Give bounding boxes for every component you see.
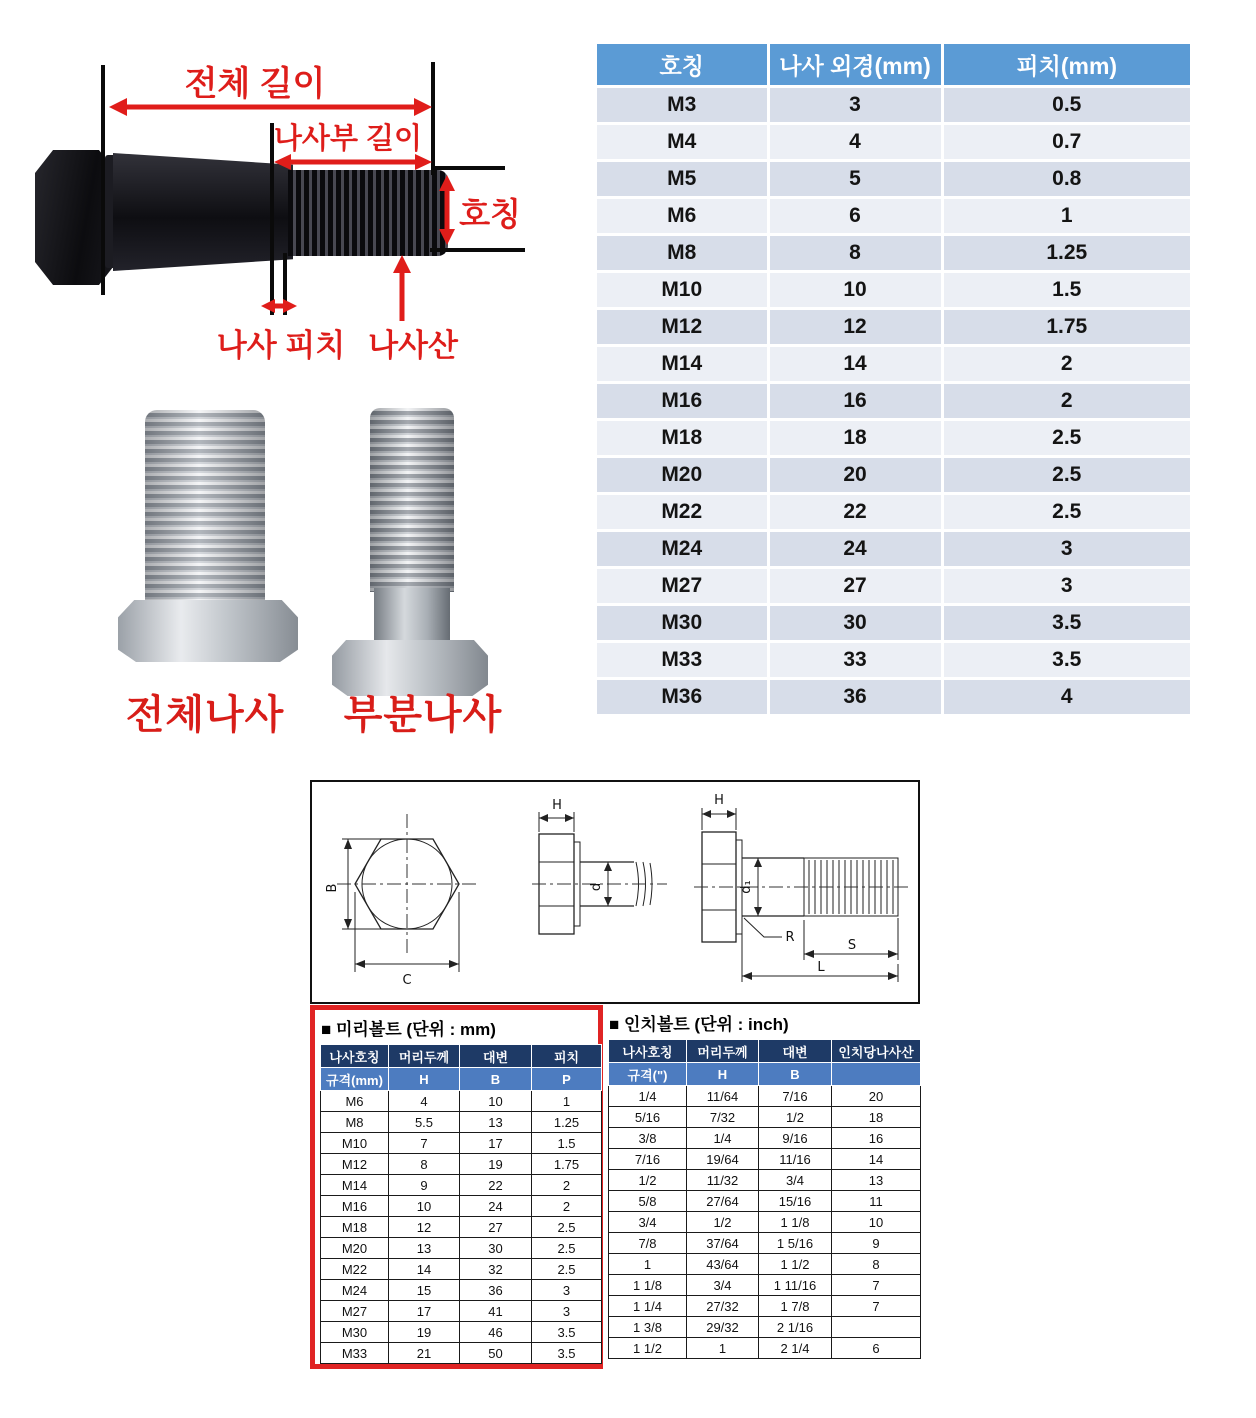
table-cell: 2.5 [942, 494, 1190, 531]
table-cell: 20 [832, 1086, 921, 1107]
table-row [321, 1322, 602, 1343]
dim-c: C [402, 973, 412, 988]
table-cell: 0.8 [942, 161, 1190, 198]
table-cell: 5.5 [389, 1112, 460, 1133]
dim-l: L [817, 960, 825, 975]
table-cell: 10 [389, 1196, 460, 1217]
col-pitch: 피치(mm) [942, 44, 1190, 87]
table-cell: 1.25 [942, 235, 1190, 272]
table-cell: 37/64 [687, 1233, 759, 1254]
table-cell: 36 [768, 679, 942, 716]
table-cell: 8 [832, 1254, 921, 1275]
table-row [597, 605, 1190, 642]
table-cell: 5 [768, 161, 942, 198]
table-cell: 10 [768, 272, 942, 309]
table-cell: 12 [768, 309, 942, 346]
table-cell: 18 [832, 1107, 921, 1128]
table-row [597, 309, 1190, 346]
table-cell: 30 [768, 605, 942, 642]
partial-thread-label: 부분나사 [343, 693, 503, 737]
table-cell: 43/64 [687, 1254, 759, 1275]
table-cell: M14 [597, 346, 768, 383]
inch-bolt-table [608, 1039, 921, 1359]
table-cell: 3 [768, 87, 942, 124]
table-cell: 3/4 [759, 1170, 832, 1191]
table-cell: 50 [460, 1343, 532, 1364]
table-row [597, 235, 1190, 272]
table-row [609, 1086, 921, 1107]
table-row [597, 161, 1190, 198]
table-cell: 8 [389, 1154, 460, 1175]
hex-bolt-drawing [312, 782, 918, 1002]
table-cell: 1 [532, 1091, 602, 1112]
table-cell: 4 [389, 1091, 460, 1112]
thread-length-label: 나사부 길이 [273, 123, 423, 155]
table-cell: M6 [321, 1091, 389, 1112]
table-row [321, 1196, 602, 1217]
table-cell: M20 [321, 1238, 389, 1259]
table-cell: 17 [389, 1301, 460, 1322]
col-thread-designation: 나사호칭 [609, 1040, 687, 1063]
table-cell: M6 [597, 198, 768, 235]
table-cell: 1 7/8 [759, 1296, 832, 1317]
table-cell: 7 [832, 1296, 921, 1317]
table-row [609, 1128, 921, 1149]
table-cell: 1/2 [609, 1170, 687, 1191]
dim-h2: H [714, 793, 724, 808]
table-row [321, 1154, 602, 1175]
col-size-mm: 규격(mm) [321, 1068, 389, 1091]
table-cell: M10 [597, 272, 768, 309]
table-cell: 8 [768, 235, 942, 272]
metric-spec-table [597, 44, 1190, 717]
table-cell: M18 [597, 420, 768, 457]
col-head-thickness: 머리두께 [389, 1045, 460, 1068]
table-row [321, 1238, 602, 1259]
table-cell: M30 [597, 605, 768, 642]
col-designation: 호칭 [597, 44, 768, 87]
table-row [597, 642, 1190, 679]
table-cell: 7/8 [609, 1233, 687, 1254]
table-cell: M27 [597, 568, 768, 605]
table-cell: M24 [321, 1280, 389, 1301]
table-row [321, 1217, 602, 1238]
table-cell: 24 [460, 1196, 532, 1217]
table-cell: 9 [832, 1233, 921, 1254]
table-cell: 1 [609, 1254, 687, 1275]
table-cell: 1.25 [532, 1112, 602, 1133]
table-cell: 7 [832, 1275, 921, 1296]
table-cell: 36 [460, 1280, 532, 1301]
table-cell: 0.5 [942, 87, 1190, 124]
full-thread-label: 전체나사 [125, 693, 285, 737]
table-row [609, 1191, 921, 1212]
table-cell: 3.5 [532, 1322, 602, 1343]
table-cell: 10 [832, 1212, 921, 1233]
table-row [597, 87, 1190, 124]
table-cell: 9 [389, 1175, 460, 1196]
table-cell: 41 [460, 1301, 532, 1322]
col-across-flats: 대변 [460, 1045, 532, 1068]
col-h: H [687, 1063, 759, 1086]
pitch-label: 나사 피치 [216, 328, 346, 363]
table-cell: 22 [460, 1175, 532, 1196]
dim-s: S [847, 938, 857, 953]
table-cell: M24 [597, 531, 768, 568]
table-cell: 2 1/16 [759, 1317, 832, 1338]
table-cell: 5/8 [609, 1191, 687, 1212]
table-cell: 3 [532, 1280, 602, 1301]
hex-bolt-drawing-box [310, 780, 920, 1004]
table-cell: 5/16 [609, 1107, 687, 1128]
bolt-dimension-diagram [25, 38, 565, 373]
inch-bolt-panel [608, 1008, 922, 1359]
dimension-annotations [25, 38, 565, 373]
dim-d: d [589, 882, 604, 892]
table-cell: M16 [597, 383, 768, 420]
table-cell: 11/32 [687, 1170, 759, 1191]
table-cell: 21 [389, 1343, 460, 1364]
table-cell: 13 [389, 1238, 460, 1259]
table-cell: 3 [942, 568, 1190, 605]
table-cell: 20 [768, 457, 942, 494]
table-row [609, 1275, 921, 1296]
table-cell: 2 [942, 346, 1190, 383]
table-cell: M3 [597, 87, 768, 124]
table-cell: 10 [460, 1091, 532, 1112]
table-cell: 2 [532, 1175, 602, 1196]
table-cell: 1 1/2 [759, 1254, 832, 1275]
table-cell: M16 [321, 1196, 389, 1217]
table-cell: 1.5 [532, 1133, 602, 1154]
table-cell: M12 [597, 309, 768, 346]
table-cell: 3.5 [532, 1343, 602, 1364]
table-cell: 11/64 [687, 1086, 759, 1107]
table-row [609, 1170, 921, 1191]
metric-bolt-panel [310, 1005, 603, 1369]
full-vs-partial-thread-photos [60, 388, 530, 738]
table-cell: 14 [832, 1149, 921, 1170]
table-row [321, 1259, 602, 1280]
table-row [321, 1175, 602, 1196]
table-row [609, 1317, 921, 1338]
table-cell: M5 [597, 161, 768, 198]
table-cell: 19/64 [687, 1149, 759, 1170]
table-cell: 30 [460, 1238, 532, 1259]
table-row [597, 531, 1190, 568]
spec-header-row [597, 44, 1190, 87]
table-cell: 1 [687, 1338, 759, 1359]
full-thread-bolt-head [118, 600, 298, 662]
col-b: B [460, 1068, 532, 1091]
table-cell: 2.5 [532, 1238, 602, 1259]
table-row [597, 494, 1190, 531]
inch-bolt-title: ■ 인치볼트 (단위 : inch) [609, 1015, 789, 1034]
nominal-label: 호칭 [459, 196, 521, 232]
table-cell: M30 [321, 1322, 389, 1343]
table-cell: 1 1/8 [609, 1275, 687, 1296]
metric-header-row1 [321, 1045, 602, 1068]
table-cell: 1.5 [942, 272, 1190, 309]
table-cell: 3/4 [687, 1275, 759, 1296]
table-cell: 12 [389, 1217, 460, 1238]
table-cell: M22 [597, 494, 768, 531]
table-row [609, 1254, 921, 1275]
table-cell: 13 [460, 1112, 532, 1133]
table-cell: M20 [597, 457, 768, 494]
dim-d1: d₁ [739, 880, 754, 894]
table-cell: 27 [768, 568, 942, 605]
table-row [597, 198, 1190, 235]
table-cell: 27/32 [687, 1296, 759, 1317]
table-cell: M27 [321, 1301, 389, 1322]
table-cell: 24 [768, 531, 942, 568]
col-pitch: 피치 [532, 1045, 602, 1068]
table-cell: 1.75 [942, 309, 1190, 346]
table-cell: 27/64 [687, 1191, 759, 1212]
table-cell: 19 [389, 1322, 460, 1343]
table-cell: 33 [768, 642, 942, 679]
table-cell: 1/2 [759, 1107, 832, 1128]
table-row [609, 1107, 921, 1128]
table-cell: 1 1/2 [609, 1338, 687, 1359]
table-row [609, 1149, 921, 1170]
table-row [321, 1280, 602, 1301]
table-cell: 14 [768, 346, 942, 383]
table-cell: 1/4 [609, 1086, 687, 1107]
table-cell: 3/8 [609, 1128, 687, 1149]
table-cell: 19 [460, 1154, 532, 1175]
table-cell: 15/16 [759, 1191, 832, 1212]
table-cell: 11/16 [759, 1149, 832, 1170]
col-p: P [532, 1068, 602, 1091]
table-cell: 11 [832, 1191, 921, 1212]
table-cell: M36 [597, 679, 768, 716]
table-row [597, 272, 1190, 309]
table-cell: 3/4 [609, 1212, 687, 1233]
table-cell: M12 [321, 1154, 389, 1175]
col-outer-diameter: 나사 외경(mm) [768, 44, 942, 87]
col-across-flats: 대변 [759, 1040, 832, 1063]
metric-bolt-table [320, 1044, 602, 1364]
dim-r: R [785, 930, 795, 945]
table-cell: 2 [532, 1196, 602, 1217]
partial-thread-bolt-shank [374, 588, 450, 644]
col-size-inch: 규격(") [609, 1063, 687, 1086]
table-row [597, 383, 1190, 420]
table-cell: 16 [832, 1128, 921, 1149]
table-cell: 2 1/4 [759, 1338, 832, 1359]
table-cell: 7 [389, 1133, 460, 1154]
table-cell: 1 1/4 [609, 1296, 687, 1317]
crest-label: 나사산 [368, 328, 458, 363]
table-cell: 0.7 [942, 124, 1190, 161]
table-cell: 13 [832, 1170, 921, 1191]
table-cell: M33 [597, 642, 768, 679]
table-cell: 3 [942, 531, 1190, 568]
table-row [597, 568, 1190, 605]
table-cell: 4 [768, 124, 942, 161]
table-cell: 6 [768, 198, 942, 235]
table-cell: M8 [321, 1112, 389, 1133]
table-cell: 2.5 [942, 420, 1190, 457]
table-cell: 2 [942, 383, 1190, 420]
table-cell: M22 [321, 1259, 389, 1280]
table-row [321, 1343, 602, 1364]
table-cell: 1 [942, 198, 1190, 235]
inch-header-row2 [609, 1063, 921, 1086]
table-cell: M14 [321, 1175, 389, 1196]
metric-header-row2 [321, 1068, 602, 1091]
table-cell: 29/32 [687, 1317, 759, 1338]
table-cell: 1/4 [687, 1128, 759, 1149]
table-cell: 46 [460, 1322, 532, 1343]
table-cell: 3.5 [942, 642, 1190, 679]
table-row [597, 679, 1190, 716]
table-cell: 27 [460, 1217, 532, 1238]
col-head-thickness: 머리두께 [687, 1040, 759, 1063]
table-row [609, 1212, 921, 1233]
table-cell: 15 [389, 1280, 460, 1301]
table-cell: M8 [597, 235, 768, 272]
table-cell: 1 3/8 [609, 1317, 687, 1338]
table-row [321, 1133, 602, 1154]
full-thread-bolt-photo [145, 410, 265, 606]
table-row [597, 457, 1190, 494]
table-row [321, 1112, 602, 1133]
table-cell: 4 [942, 679, 1190, 716]
table-cell: 32 [460, 1259, 532, 1280]
table-row [597, 124, 1190, 161]
total-length-label: 전체 길이 [184, 65, 326, 103]
table-cell [832, 1317, 921, 1338]
table-cell: 7/32 [687, 1107, 759, 1128]
table-row [597, 420, 1190, 457]
table-cell: 16 [768, 383, 942, 420]
table-row [597, 346, 1190, 383]
table-cell: 3.5 [942, 605, 1190, 642]
col-b: B [759, 1063, 832, 1086]
table-cell: M33 [321, 1343, 389, 1364]
table-cell: 2.5 [532, 1217, 602, 1238]
table-row [321, 1301, 602, 1322]
table-row [609, 1296, 921, 1317]
table-cell: 14 [389, 1259, 460, 1280]
table-cell: 1 11/16 [759, 1275, 832, 1296]
inch-header-row1 [609, 1040, 921, 1063]
table-cell: M4 [597, 124, 768, 161]
table-cell: 6 [832, 1338, 921, 1359]
table-cell: 3 [532, 1301, 602, 1322]
table-cell: 22 [768, 494, 942, 531]
metric-bolt-title: ■ 미리볼트 (단위 : mm) [321, 1020, 496, 1039]
partial-thread-bolt-photo [370, 408, 454, 592]
table-cell: 17 [460, 1133, 532, 1154]
dim-b: B [325, 883, 340, 893]
col-threads-per-inch: 인치당나사산 [832, 1040, 921, 1063]
table-cell: 9/16 [759, 1128, 832, 1149]
col-blank [832, 1063, 921, 1086]
table-cell: 1/2 [687, 1212, 759, 1233]
table-cell: M18 [321, 1217, 389, 1238]
col-thread-designation: 나사호칭 [321, 1045, 389, 1068]
table-cell: M10 [321, 1133, 389, 1154]
table-row [321, 1091, 602, 1112]
table-cell: 1 1/8 [759, 1212, 832, 1233]
col-h: H [389, 1068, 460, 1091]
table-row [609, 1233, 921, 1254]
table-cell: 1.75 [532, 1154, 602, 1175]
table-cell: 2.5 [532, 1259, 602, 1280]
table-cell: 7/16 [609, 1149, 687, 1170]
table-cell: 18 [768, 420, 942, 457]
table-row [609, 1338, 921, 1359]
table-cell: 1 5/16 [759, 1233, 832, 1254]
table-cell: 7/16 [759, 1086, 832, 1107]
table-cell: 2.5 [942, 457, 1190, 494]
dim-h: H [552, 798, 562, 813]
